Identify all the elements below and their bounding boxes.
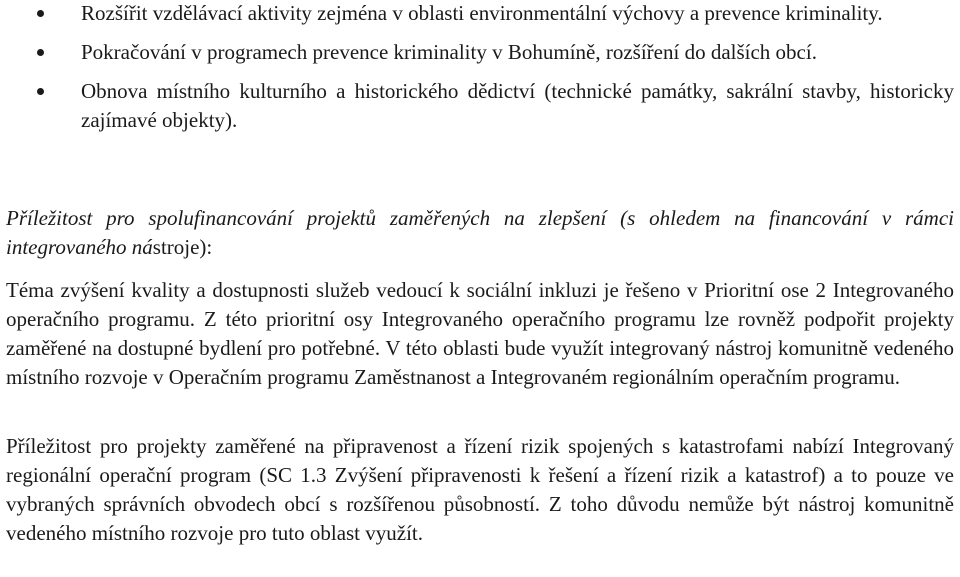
bullet-item-crime-prevention	[0, 38, 960, 67]
bullet-dot-icon	[37, 49, 44, 56]
paragraph-risk-preparedness: Příležitost pro projekty zaměřené na připravenost a řízení rizik spojených s katastrofami nabízí Integrovaný regionální operační program (SC 1.3 Zvýšení připravenosti k řešení a řízení rizik a katastrof) a to pouze ve vybraných správních obvodech obcí s rozšířenou působností. Z toho důvodu nemůže být nástroj komunitně vedeného místního rozvoje pro tuto oblast využít.	[6, 434, 954, 545]
paragraph-regular-part: stroje):	[152, 235, 213, 259]
bullet-item-heritage	[0, 77, 960, 135]
bullet-list	[0, 0, 960, 145]
bullet-text: Pokračování v programech prevence kriminality v Bohumíně, rozšíření do dalších obcí.	[81, 40, 817, 64]
paragraph-service-quality: Téma zvýšení kvality a dostupnosti služeb vedoucí k sociální inkluzi je řešeno v Prioritní ose 2 Integrovaného operačního programu. Z této prioritní osy Integrovaného operačního programu lze rovněž podpořit projekty zaměřené na dostupné bydlení pro potřebné. V této oblasti bude využít integrovaný nástroj komunitně vedeného místního rozvoje v Operačním programu Zaměstnanost a Integrovaném regionálním operačním programu.	[6, 278, 954, 389]
bullet-text: Rozšířit vzdělávací aktivity zejména v oblasti environmentální výchovy a prevence kriminality.	[81, 1, 883, 25]
bullet-dot-icon	[37, 10, 44, 17]
bullet-dot-icon	[37, 88, 44, 95]
bullet-text: Obnova místního kulturního a historického dědictví (technické památky, sakrální stavby, historicky zajímavé objekty).	[81, 79, 954, 132]
paragraph-cofinancing-opportunity	[6, 204, 954, 262]
bullet-item-education	[0, 0, 960, 28]
paragraph-italic-part: Příležitost pro spolufinancování projektů zaměřených na zlepšení (s ohledem na financování v rámci integrovaného ná	[6, 206, 954, 259]
